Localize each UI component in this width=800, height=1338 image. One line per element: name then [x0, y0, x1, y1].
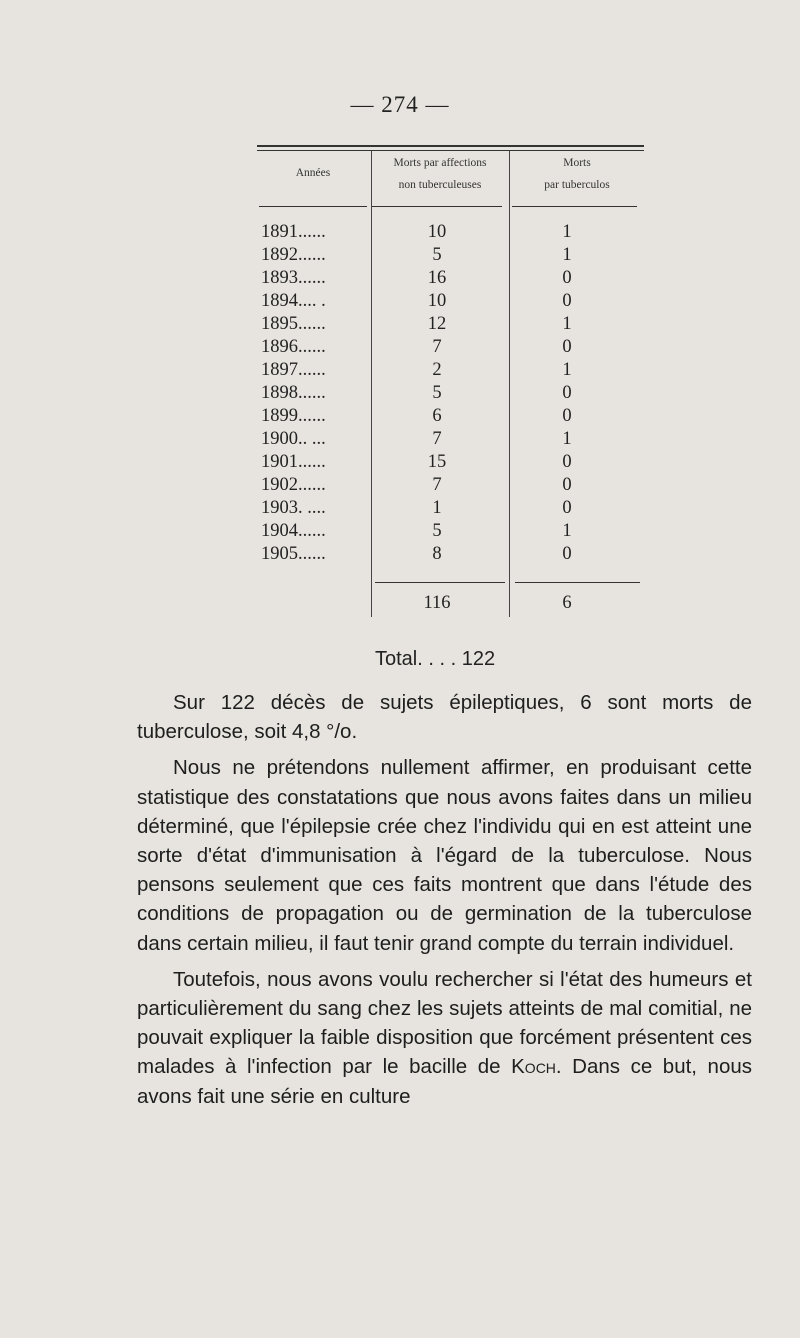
paragraph-3 — [137, 965, 752, 1111]
header-non-tb-line2: non tuberculeuses — [398, 179, 482, 191]
table-top-rule — [257, 145, 644, 147]
table-row-year: 1896...... — [261, 337, 326, 357]
table-row-year: 1894.... . — [261, 291, 326, 311]
sum-rule-col3 — [515, 582, 640, 583]
table-cell-tb: 1 — [562, 245, 572, 265]
paragraph-1: Sur 122 décès de sujets épileptiques, 6 sont morts de tuberculose, soit 4,8 °/o. — [137, 691, 752, 744]
grand-total — [375, 648, 495, 671]
page-number: — 274 — — [350, 92, 450, 117]
table-cell-tb: 1 — [562, 314, 572, 334]
paragraph-3-start: Toutefois, nous avons voulu rechercher si l'état des humeurs et particulièrement du sang chez les sujets atteints de mal comitial, ne pouvait expliquer la faible disposition que forcément présentent ces malades à l'infection par le bacille de — [137, 967, 752, 1079]
table-row-year: 1891...... — [261, 222, 326, 242]
table-cell-tb: 0 — [562, 498, 572, 518]
header-tb-line2: par tuberculos — [544, 179, 610, 191]
sum-tb: 6 — [562, 593, 572, 613]
table-cell-non-tb: 1 — [432, 498, 442, 518]
table-cell-non-tb: 7 — [432, 475, 442, 495]
header-rule-col3 — [512, 206, 637, 207]
table-row-year: 1899...... — [261, 406, 326, 426]
sum-rule-col2 — [375, 582, 505, 583]
author-name-koch: Koch — [511, 1055, 556, 1079]
table-row-year: 1895...... — [261, 314, 326, 334]
table-cell-non-tb: 16 — [427, 268, 447, 288]
table-cell-non-tb: 10 — [427, 222, 447, 242]
table-row-year: 1897...... — [261, 360, 326, 380]
table-row-year: 1905...... — [261, 544, 326, 564]
table-cell-tb: 0 — [562, 452, 572, 472]
total-label: Total. . . . — [375, 648, 457, 670]
header-years: Années — [295, 167, 331, 179]
table-cell-non-tb: 8 — [432, 544, 442, 564]
table-cell-tb: 1 — [562, 222, 572, 242]
table-cell-tb: 1 — [562, 429, 572, 449]
table-cell-tb: 0 — [562, 337, 572, 357]
table-cell-non-tb: 10 — [427, 291, 447, 311]
table-cell-non-tb: 15 — [427, 452, 447, 472]
table-row-year: 1892...... — [261, 245, 326, 265]
table-cell-non-tb: 5 — [432, 383, 442, 403]
table-cell-tb: 1 — [562, 360, 572, 380]
table-cell-tb: 0 — [562, 544, 572, 564]
table-top-rule-thin — [257, 150, 644, 151]
table-cell-tb: 0 — [562, 475, 572, 495]
table-cell-non-tb: 6 — [432, 406, 442, 426]
column-divider-right — [509, 151, 510, 617]
table-cell-tb: 0 — [562, 383, 572, 403]
table-cell-tb: 0 — [562, 291, 572, 311]
header-non-tb-line1: Morts par affections — [393, 157, 487, 169]
table-cell-tb: 0 — [562, 268, 572, 288]
paragraph-3-end: . Dans ce but, nous avons fait une série en culture — [137, 1055, 752, 1108]
sum-non-tb: 116 — [423, 593, 451, 613]
table-row-year: 1898...... — [261, 383, 326, 403]
body-text — [137, 688, 752, 1111]
table-cell-tb: 1 — [562, 521, 572, 541]
table-cell-non-tb: 7 — [432, 337, 442, 357]
table-row-year: 1901...... — [261, 452, 326, 472]
table-cell-non-tb: 2 — [432, 360, 442, 380]
table-cell-tb: 0 — [562, 406, 572, 426]
table-cell-non-tb: 7 — [432, 429, 442, 449]
table-row-year: 1903. .... — [261, 498, 326, 518]
paragraph-2: Nous ne prétendons nullement affirmer, en produisant cette statistique des constatations que nous avons faites dans un milieu déterminé, que l'épilepsie crée chez l'individu qui en est atteint une sorte d'état d'immunisation à l'égard de la tuberculose. Nous pensons seulement que ces faits montrent que dans l'étude des conditions de propagation ou de germination de la tuberculose dans certain milieu, il faut tenir grand compte du terrain individuel. — [137, 756, 752, 955]
table-row-year: 1900.. ... — [261, 429, 326, 449]
header-rule-col2 — [372, 206, 502, 207]
table-cell-non-tb: 12 — [427, 314, 447, 334]
table-cell-non-tb: 5 — [432, 521, 442, 541]
table-row-year: 1893...... — [261, 268, 326, 288]
total-value: 122 — [461, 648, 496, 670]
table-row-year: 1904...... — [261, 521, 326, 541]
mortality-table — [257, 145, 644, 619]
table-cell-non-tb: 5 — [432, 245, 442, 265]
header-rule-col1 — [259, 206, 367, 207]
header-tb-line1: Morts — [563, 157, 591, 169]
table-row-year: 1902...... — [261, 475, 326, 495]
